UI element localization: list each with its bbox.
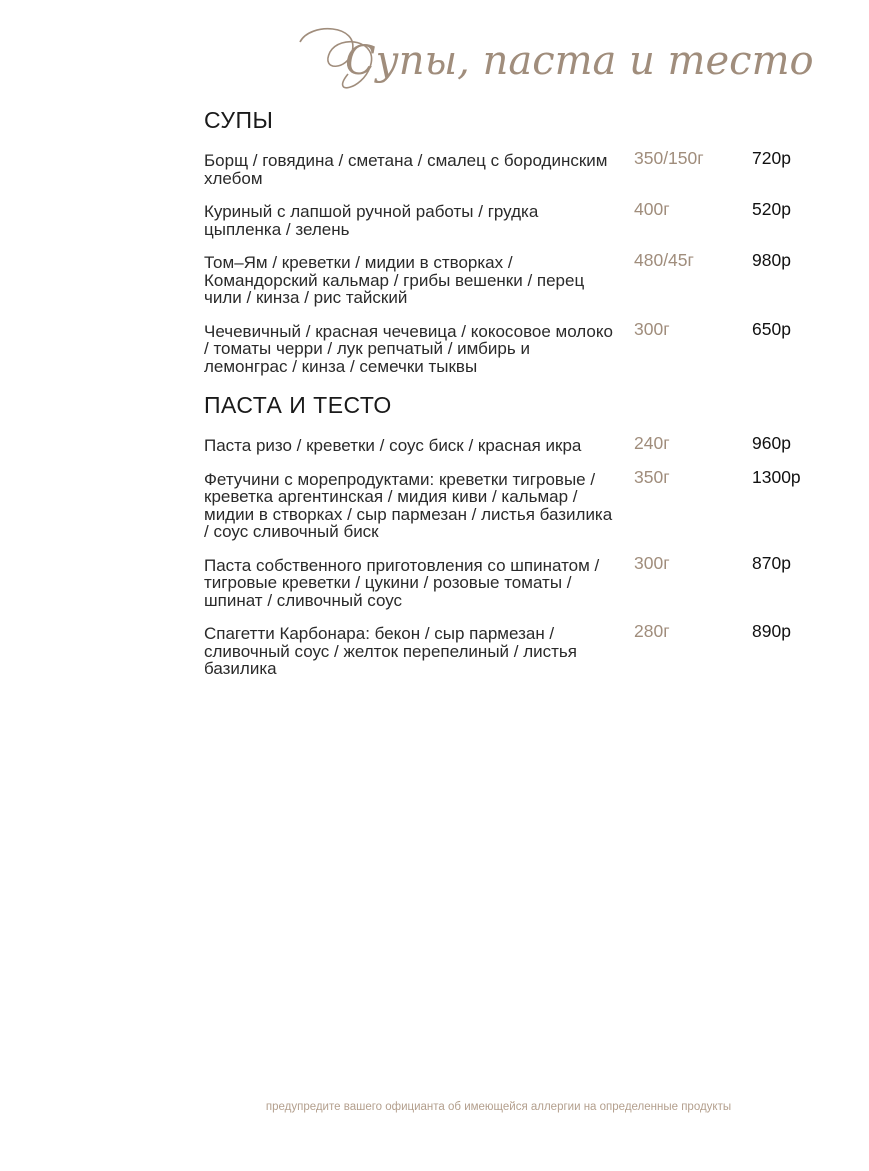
page-title-text: Супы, паста и тесто <box>345 38 814 84</box>
menu-item <box>204 466 844 541</box>
item-weight: 300г <box>634 552 670 573</box>
item-description: Борщ / говядина / сметана / смалец с бородинским хлебом <box>204 151 608 188</box>
item-description: Паста ризо / креветки / соус биск / красная икра <box>204 436 582 455</box>
menu-item <box>204 552 844 610</box>
menu-item <box>204 148 844 188</box>
item-description: Том–Ям / креветки / мидии в створках / Командорский кальмар / грибы вешенки / перец чили / кинза / рис тайский <box>204 253 585 307</box>
menu-item <box>204 318 844 376</box>
menu-item <box>204 199 844 239</box>
allergy-note: предупредите вашего официанта об имеющейся аллергии на определенные продукты <box>265 1101 732 1113</box>
section-title-pasta: ПАСТА И ТЕСТО <box>204 392 392 418</box>
menu-item <box>204 621 844 678</box>
item-description: Спагетти Карбонара: бекон / сыр пармезан / сливочный соус / желток перепелиный / листья базилика <box>204 624 577 678</box>
item-weight: 350г <box>634 466 670 487</box>
script-title-svg <box>290 12 814 102</box>
item-weight: 480/45г <box>634 250 694 270</box>
item-price: 520р <box>752 199 791 219</box>
item-price: 650р <box>752 318 791 339</box>
item-description: Чечевичный / красная чечевица / кокосовое молоко / томаты черри / лук репчатый / имбирь и лемонграс / кинза / семечки тыквы <box>204 321 613 376</box>
item-description: Куриный с лапшой ручной работы / грудка цыпленка / зелень <box>204 202 539 239</box>
item-weight: 350/150г <box>634 148 704 168</box>
item-description: Паста собственного приготовления со шпинатом / тигровые креветки / цукини / розовые томаты / шпинат / сливочный соус <box>204 555 600 610</box>
item-price: 720р <box>752 148 791 168</box>
item-price: 960р <box>752 433 791 453</box>
item-price: 870р <box>752 552 791 573</box>
item-weight: 280г <box>634 621 670 641</box>
item-price: 1300р <box>752 466 801 487</box>
section-title-soups: СУПЫ <box>204 107 274 133</box>
item-price: 980р <box>752 250 791 270</box>
item-price: 890р <box>752 621 791 641</box>
item-weight: 400г <box>634 199 670 219</box>
item-weight: 300г <box>634 318 670 339</box>
item-description: Фетучини с морепродуктами: креветки тигровые / креветка аргентинская / мидия киви / кальмар / мидии в створках / сыр пармезан / листья базилика / соус сливочный биск <box>204 469 613 541</box>
menu-content <box>204 106 844 694</box>
page-title <box>290 12 814 102</box>
item-weight: 240г <box>634 433 670 453</box>
menu-item <box>204 433 844 455</box>
menu-item <box>204 250 844 307</box>
